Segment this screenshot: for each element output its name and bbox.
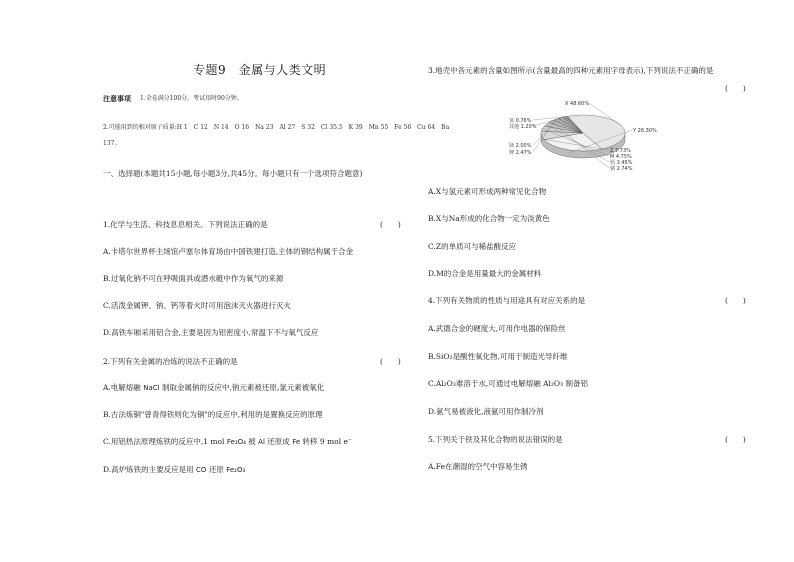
q4c-formula: Al₂O₃ [543,379,564,388]
page-title: 专题9 金属与人类文明 [193,63,327,77]
question-3-option-b: B.X与Na形成的化合物一定为淡黄色 [428,214,550,223]
question-4-answer-paren: ( ) [725,296,746,305]
q2d-text-pre: D.高炉炼铁的主要反应是用 [103,465,194,474]
q2d-co: CO [196,466,207,474]
q2c-formula: Fe₃O₄ [226,438,246,446]
q4c-text-post: 制备铝 [565,379,588,388]
question-4-option-d: D.氨气易被液化,液氨可用作制冷剂 [428,407,544,416]
pie-label-3: Z 7.73% [610,148,631,154]
atomic-mass-line-1: 2.可能用到的相对原子质量:H 1 C 12 N 14 O 16 Na 23 Al 27 S 32 Cl 35.5 K 39 Mn 55 Fe 56 Cu 64 Ba [103,124,450,131]
question-3-answer-paren: ( ) [725,84,746,93]
question-2-option-d [103,466,245,474]
q2d-fe2o3: Fe₂O₃ [226,466,246,474]
q2c-fe: Fe [292,438,301,446]
pie-label-6: 钠 2.74% [610,166,633,172]
question-1-option-b: B.过氧化钠不可在呼吸面具或潜水艇中作为氧气的来源 [103,274,284,283]
question-5-answer-paren: ( ) [725,435,746,444]
pie-label-4: M 4.75% [610,154,632,160]
question-3-stem: 3.地壳中各元素的含量如图所示(含量最高的四种元素用字母表示),下列说法不正确的是 [428,66,714,75]
notice-label: 注意事项 [103,94,131,103]
question-3-option-c: C.Z的单质可与稀盐酸反应 [428,242,517,251]
question-4-option-b: B.SiO₂是酸性氧化物,可用于制造光导纤维 [428,352,568,361]
question-4-option-c [428,380,588,388]
notice-text: 1.全卷满分100分。考试用时90分钟。 [140,95,243,102]
section-heading: 一、选择题(本题共15小题,每小题3分,共45分。每小题只有一个选项符合题意) [103,169,363,178]
q2c-text-mid: 被 [248,437,256,446]
q2c-text-pre: C.用铝热法原理炼铁的反应中,1 mol [103,437,225,446]
q2a-text-post: 制取金属钠的反应中,钠元素被还原,氯元素被氧化 [161,383,325,392]
q2c-text-mid2: 还原成 [267,437,290,446]
question-3-option-a: A.X与氢元素可形成两种常见化合物 [428,187,547,196]
atomic-mass-line-2: 137。 [103,140,121,147]
q4c-text-pre: C.Al₂O₃难溶于水,可通过电解熔融 [428,379,541,388]
pie-label-1: X 48.60% [565,101,590,107]
question-3-option-d: D.M的合金是用量最大的金属材料 [428,269,542,278]
question-1-answer-paren: ( ) [380,220,401,229]
question-1-option-d: D.高铁车厢采用铝合金,主要是因为铝密度小,常温下不与氧气反应 [103,328,319,337]
q2c-text-post: 转移 9 mol e⁻ [302,437,352,446]
pie-label-9: 其他 1.20% [509,124,537,130]
q2a-text-pre: A.电解熔融 [103,383,141,392]
question-5-stem: 5.下列关于铁及其化合物的说法错误的是 [428,435,563,444]
question-2-option-a [103,384,324,392]
pie-label-5: 钙 3.45% [610,160,633,166]
question-1-option-c: C.活泼金属钾、钠、钙等着火时可用泡沫灭火器进行灭火 [103,301,291,310]
pie-label-7: 钾 2.47% [509,150,532,156]
question-5-option-a: A.Fe在潮湿的空气中容易生锈 [428,462,528,471]
question-4-option-a: A.武德合金的硬度大,可用作电器的保险丝 [428,324,566,333]
q2c-al: Al [258,438,265,446]
pie-label-10: 氢 0.76% [509,118,532,124]
question-2-option-c [103,438,352,446]
crust-element-pie-chart [505,95,705,185]
question-2-stem: 2.下列有关金属的冶炼的说法不正确的是 [103,357,238,366]
question-4-stem: 4.下列有关物质的性质与用途具有对应关系的是 [428,296,586,305]
q2d-text-mid: 还原 [208,465,224,474]
question-2-answer-paren: ( ) [380,357,401,366]
pie-label-2: Y 26.30% [633,128,657,134]
q2a-formula: NaCl [143,384,160,392]
question-1-stem: 1.化学与生活、科技息息相关。下列说法正确的是 [103,220,268,229]
question-1-option-a: A.卡塔尔世界杯主场馆卢塞尔体育场由中国铁建打造,主体的钢结构属于合金 [103,247,354,256]
question-2-option-b: B.古法炼铜"曾青得铁则化为铜"的反应中,利用的是置换反应的原理 [103,410,323,419]
pie-label-8: 镁 2.00% [509,143,532,149]
